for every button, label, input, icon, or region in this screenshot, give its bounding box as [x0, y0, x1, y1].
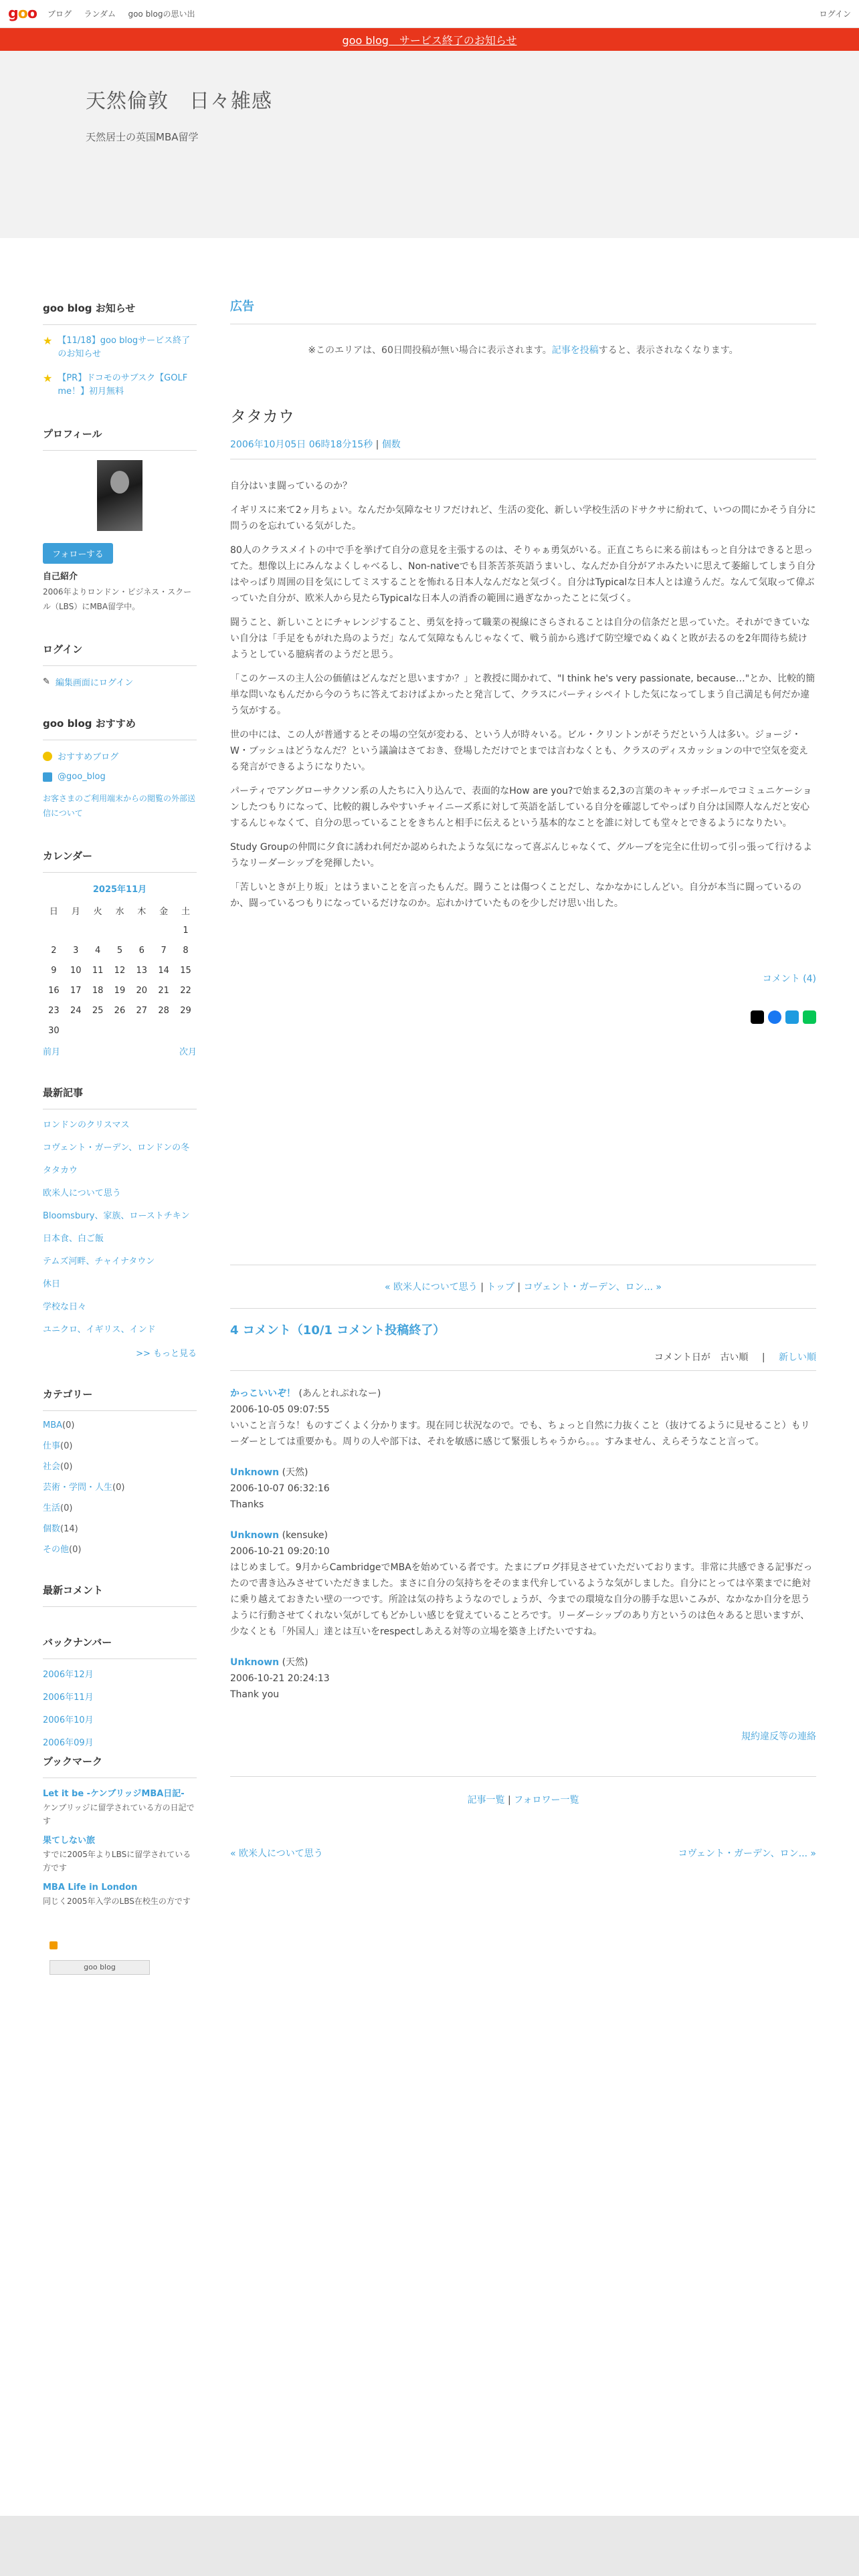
calendar-day	[65, 920, 87, 940]
calendar-day: 12	[114, 965, 126, 976]
comment-author-sub: (天然)	[282, 1657, 308, 1668]
category-count: (0)	[112, 1483, 125, 1493]
calendar-day: 4	[94, 945, 101, 956]
sidebar-recent-comments-heading: 最新コメント	[43, 1572, 197, 1607]
comment-author[interactable]: Unknown	[230, 1657, 280, 1668]
blog-title[interactable]: 天然倫敦 日々雑感	[86, 90, 272, 113]
entry-paragraph: 「このケースの主人公の価値はどんなだと思いますか？」と教授に聞かれて、"I think he's very passionate, because…"とか、比較的簡単な問いなもんだから今のうちに答えておけばよかったと発言して、クラスにパーティシペイトした気になってしまう自己満足も何だか違う気がする。	[230, 673, 816, 716]
recommend-blogs-link[interactable]: おすすめブログ	[58, 752, 119, 762]
calendar-month: 2025年11月	[92, 885, 147, 895]
sidebar-category	[43, 1376, 197, 1555]
sidebar-backnumber-heading: バックナンバー	[43, 1624, 197, 1659]
recent-more-link[interactable]: >> もっと見る	[136, 1349, 197, 1359]
recent-item[interactable]: 欧米人について思う	[43, 1188, 121, 1198]
entry-meta-sep: |	[375, 439, 379, 450]
calendar-table	[43, 900, 197, 1041]
calendar-day	[43, 920, 65, 940]
sidebar-category-heading: カテゴリー	[43, 1376, 197, 1411]
calendar-day: 17	[70, 985, 82, 996]
ad-notice-text-after: すると、表示されなくなります。	[598, 345, 739, 356]
comment-order-label: コメント日が	[654, 1352, 710, 1363]
category-item[interactable]	[43, 1420, 197, 1430]
hatena-share-icon[interactable]	[785, 1010, 799, 1024]
entry-category-link[interactable]: 個数	[381, 439, 401, 450]
facebook-share-icon[interactable]	[768, 1010, 781, 1024]
blog-description: 天然居士の英国MBA留学	[86, 131, 199, 143]
calendar-day: 26	[114, 1005, 126, 1016]
calendar-day: 3	[73, 945, 79, 956]
calendar-day	[87, 1021, 109, 1041]
entry-paragraph: イギリスに来て2ヶ月ちょい。なんだか気障なセリフだけれど、生活の変化、新しい学校生活のドサクサに紛れて、いつの間にかそう自分に問うのを忘れている気がした。	[230, 505, 816, 532]
sidebar-bookmark-heading: ブックマーク	[43, 1743, 197, 1778]
comment-date: 2006-10-07 06:32:16	[230, 1483, 330, 1494]
recent-item[interactable]: 学校な日々	[43, 1302, 87, 1312]
follow-button[interactable]: フォローする	[43, 543, 113, 564]
entry-paragraph: パーティでアングローサクソン系の人たちに入り込んで、表面的なHow are you?で始まる2,3の言葉のキャッチボールでコミュニケーションしたつもりになって、比較的親しみやすいチャイニーズ系に対して英語を話している自分を確認してやっぱり自分は国際人なんだと安心するんじゃなくて、自分の思っていることをきちんと相手に伝えるという基本的なことを誰に対しても堂々とできるようになりたい。	[230, 786, 812, 829]
comments-heading: 4 コメント（10/1 コメント投稿終了）	[230, 1323, 446, 1337]
follower-list-link[interactable]: フォロワー一覧	[514, 1795, 579, 1806]
sidebar-recent-comments	[43, 1572, 197, 1607]
post-article-link[interactable]: 記事を投稿	[551, 345, 599, 356]
blog-header	[0, 51, 859, 238]
sidebar-calendar	[43, 838, 197, 1057]
lightbulb-icon	[43, 752, 52, 761]
calendar-day: 27	[136, 1005, 148, 1016]
calendar-day: 24	[70, 1005, 82, 1016]
calendar-week	[43, 960, 197, 980]
bookmark-title[interactable]: MBA Life in London	[43, 1883, 138, 1893]
entry-paragraph: 「苦しいときが上り坂」とはうまいことを言ったもんだ。闘うことは傷つくことだし、なかなかにしんどい。自分が本当に闘っているのか、闘っているつもりになっているだけなのか。忘れかけていたものを少しだけ思い出した。	[230, 882, 801, 909]
calendar-week	[43, 940, 197, 960]
backnumber-item[interactable]: 2006年10月	[43, 1715, 94, 1725]
calendar-day	[87, 920, 109, 940]
recent-item[interactable]: Bloomsbury、家族、ローストチキン	[43, 1211, 190, 1221]
comment-author-sub: (あんとれぷれなー)	[298, 1388, 381, 1399]
recent-item[interactable]: ユニクロ、イギリス、インド	[43, 1325, 156, 1335]
main-content	[230, 267, 816, 1860]
comment-count-link[interactable]: コメント (4)	[762, 974, 816, 984]
calendar-day: 16	[48, 985, 60, 996]
star-icon: ★	[43, 372, 53, 385]
category-name[interactable]: 社会	[43, 1462, 61, 1472]
bookmark-desc: すでに2005年よりLBSに留学されている方です	[43, 1850, 191, 1872]
calendar-day: 7	[161, 945, 167, 956]
calendar-day	[109, 1021, 131, 1041]
calendar-weekday: 木	[137, 906, 147, 917]
calendar-day: 8	[183, 945, 189, 956]
category-item[interactable]	[43, 1501, 197, 1513]
prev-entry-link[interactable]: « 欧米人について思う	[385, 1282, 478, 1293]
recommend-item[interactable]	[43, 772, 197, 782]
entry-title[interactable]: タタカウ	[230, 407, 294, 426]
calendar-day	[153, 1021, 175, 1041]
news-item-link[interactable]: 【PR】ドコモのサブスク【GOLF me！】初月無料	[58, 373, 188, 397]
category-name[interactable]: 芸術・学問・人生	[43, 1483, 113, 1493]
calendar-day: 14	[158, 965, 169, 976]
top-links	[47, 8, 204, 19]
calendar-day: 9	[51, 965, 57, 976]
external-transmission-link[interactable]: お客さまのご利用端末からの閲覧の外部送信について	[43, 794, 196, 818]
calendar-day: 11	[92, 965, 104, 976]
entry-paragraph: 闘うこと、新しいことにチャレンジすること、勇気を持って職業の視線にさらされることは自分の信条だと思っていた。それができていない自分は「手足をもがれた鳥のようだ」なんて気障なもんじゃなくて、戦う前から逃げて防空壕でぬくぬくと敗が去るのを2年間待ち続けようとしている臆病者のようだと思う。	[230, 617, 810, 660]
bookmark-desc: ケンブリッジに留学されている方の日記です	[43, 1803, 195, 1826]
entry-body	[230, 478, 816, 911]
sidebar	[43, 267, 197, 1992]
calendar-weekday-row	[43, 900, 197, 920]
comment-item	[230, 1527, 816, 1640]
calendar-day	[153, 920, 175, 940]
comment-author[interactable]: Unknown	[230, 1467, 280, 1478]
calendar-day: 21	[158, 985, 169, 996]
entry-paragraph: 世の中には、この人が普通するとその場の空気が変わる、という人が時々いる。ビル・クリントンがそうだという人は多い。ジョージ・W・ブッシュはどうなんだ？という議論はさておき、登場しただけでとまでは言わなくとも、クラスのディスカッションの中で空気を変える発言ができるようになりたい。	[230, 730, 809, 772]
self-intro-text: 2006年よりロンドン・ビジネス・スクール（LBS）にMBA留学中。	[43, 587, 192, 611]
calendar-day: 5	[116, 945, 123, 956]
category-item[interactable]	[43, 1459, 197, 1472]
recent-item[interactable]: 休日	[43, 1279, 61, 1289]
calendar-day: 19	[114, 985, 126, 996]
top-link-random[interactable]: ランダム	[84, 9, 116, 19]
recommend-item[interactable]	[43, 750, 197, 762]
top-login-link[interactable]: ログイン	[819, 9, 851, 19]
news-item[interactable]	[43, 334, 197, 361]
calendar-day: 25	[92, 1005, 104, 1016]
goo-blog-badge[interactable]: goo blog	[50, 1960, 150, 1975]
edit-login-link[interactable]: 編集画面にログイン	[55, 678, 134, 688]
comment-order-new[interactable]: 新しい順	[779, 1352, 816, 1363]
sidebar-bookmark	[43, 1743, 197, 1975]
entry-paragraph: 自分はいま闘っているのか？	[230, 481, 352, 492]
top-link-blog[interactable]: ブログ	[47, 9, 72, 19]
category-name[interactable]: その他	[43, 1545, 70, 1555]
calendar-day: 2	[51, 945, 57, 956]
entry-meta	[230, 437, 816, 459]
report-violation-link[interactable]: 規約違反等の連絡	[741, 1731, 816, 1742]
calendar-week	[43, 920, 197, 940]
sidebar-login	[43, 631, 197, 688]
bottom-next-entry-link[interactable]: コヴェント・ガーデン、ロン... »	[678, 1848, 816, 1859]
comment-author-sub: (kensuke)	[282, 1530, 328, 1541]
goo-blog-twitter-link[interactable]: @goo_blog	[58, 772, 106, 782]
recent-list	[43, 1119, 197, 1337]
category-count: (0)	[60, 1441, 73, 1451]
comment-text: Thanks	[230, 1499, 264, 1510]
backnumber-item[interactable]: 2006年11月	[43, 1693, 94, 1703]
bookmark-title[interactable]: 果てしない旅	[43, 1836, 96, 1846]
category-item[interactable]	[43, 1438, 197, 1451]
comment-author-sub: (天然)	[282, 1467, 308, 1478]
recent-item[interactable]: コヴェント・ガーデン、ロンドンの冬	[43, 1143, 190, 1153]
category-count: (0)	[60, 1462, 73, 1472]
category-count: (14)	[60, 1524, 78, 1534]
calendar-week	[43, 1021, 197, 1041]
calendar-day: 6	[138, 945, 145, 956]
sidebar-login-heading: ログイン	[43, 631, 197, 666]
share-buttons	[230, 1010, 816, 1024]
ad-notice-text: ※このエリアは、60日間投稿が無い場合に表示されます。	[308, 345, 552, 356]
service-end-notice	[0, 28, 859, 51]
calendar-day: 29	[180, 1005, 191, 1016]
comment-date: 2006-10-21 20:24:13	[230, 1673, 330, 1684]
recent-item[interactable]: 日本食、白ご飯	[43, 1234, 104, 1244]
star-icon: ★	[43, 334, 53, 347]
category-name[interactable]: 仕事	[43, 1441, 61, 1451]
calendar-weekday: 日	[49, 906, 58, 917]
calendar-weekday: 月	[71, 906, 80, 917]
list-links	[230, 1776, 816, 1806]
page-footer	[0, 2516, 859, 2576]
line-share-icon[interactable]	[803, 1010, 816, 1024]
calendar-weekday: 土	[181, 906, 191, 917]
calendar-day: 10	[70, 965, 82, 976]
category-name[interactable]: 個数	[43, 1524, 61, 1534]
calendar-day	[130, 1021, 153, 1041]
calendar-day: 15	[180, 965, 191, 976]
twitter-icon	[43, 772, 52, 782]
sidebar-profile-heading: プロフィール	[43, 416, 197, 451]
category-item[interactable]	[43, 1521, 197, 1534]
news-item-link[interactable]: 【11/18】goo blogサービス終了のお知らせ	[58, 336, 191, 359]
ad-heading: 広告	[230, 282, 816, 324]
next-entry-link[interactable]: コヴェント・ガーデン、ロン... »	[523, 1282, 662, 1293]
calendar-day: 30	[48, 1025, 60, 1036]
profile-photo	[97, 460, 142, 531]
entry-navigation: « 欧米人について思う | トップ | コヴェント・ガーデン、ロン... »	[230, 1265, 816, 1309]
bottom-prev-entry-link[interactable]: « 欧米人について思う	[230, 1848, 323, 1859]
calendar-prev-link[interactable]: 前月	[43, 1047, 61, 1057]
entry-paragraph: Study Groupの仲間に夕食に誘われ何だか認められたような気になって喜ぶんじゃなくて、グループを完全に仕切って引っ張って行けるようなリーダーシップを発揮したい。	[230, 842, 813, 869]
sidebar-recommend-heading: goo blog おすすめ	[43, 706, 197, 740]
sidebar-news	[43, 267, 197, 399]
recent-item[interactable]: ロンドンのクリスマス	[43, 1120, 130, 1130]
comment-text: Thank you	[230, 1689, 280, 1700]
calendar-day: 22	[180, 985, 191, 996]
sidebar-recent	[43, 1075, 197, 1359]
top-bar	[0, 0, 859, 28]
sidebar-recommend	[43, 706, 197, 821]
ad-notice	[230, 343, 816, 356]
sidebar-calendar-heading: カレンダー	[43, 838, 197, 873]
entry-date: 2006年10月05日 06時18分15秒	[230, 439, 373, 450]
calendar-weekday: 火	[93, 906, 102, 917]
calendar-week	[43, 980, 197, 1000]
calendar-weekday: 金	[159, 906, 169, 917]
calendar-week	[43, 1000, 197, 1021]
comment-item	[230, 1654, 816, 1703]
rss-icon[interactable]	[50, 1941, 58, 1949]
calendar-next-link[interactable]: 次月	[179, 1047, 197, 1057]
category-name[interactable]: 生活	[43, 1503, 61, 1513]
calendar-day: 18	[92, 985, 104, 996]
article-list-link[interactable]: 記事一覧	[467, 1795, 505, 1806]
comment-date: 2006-10-05 09:07:55	[230, 1404, 330, 1415]
calendar-day	[65, 1021, 87, 1041]
comment-item	[230, 1386, 816, 1450]
x-share-icon[interactable]	[751, 1010, 764, 1024]
bottom-navigation	[230, 1846, 816, 1860]
entry-paragraph: 80人のクラスメイトの中で手を挙げて自分の意見を主張するのは、そりゃぁ勇気がいる。正直こちらに来る前はもっと自分はできると思ってた。想像以上にみんなよくしゃべるし、Non-nativeでも目茶苦茶英語うまいし、なんだか自分がアホみたいに思えて萎縮してしまう自分はやっぱり周囲の目を気にしてミスすることを怖れる日本人なんだなと気づく。自分はTypicalな日本人とは違うんだ。なんて気取って偉ぶっていた自分が、欧米人から見たらTypicalな日本人の消香の範囲に過ぎなかったことに気づく。	[230, 545, 816, 604]
list-links-sep: |	[507, 1795, 511, 1806]
category-count: (0)	[60, 1503, 73, 1513]
category-name[interactable]: MBA	[43, 1420, 63, 1430]
calendar-day: 13	[136, 965, 148, 976]
category-count: (0)	[69, 1545, 82, 1555]
calendar-nav	[43, 1045, 197, 1057]
service-end-notice-link[interactable]: goo blog サービス終了のお知らせ	[342, 33, 517, 47]
calendar-day	[109, 920, 131, 940]
recent-item[interactable]: タタカウ	[43, 1166, 78, 1176]
top-link-memories[interactable]: goo blogの思い出	[128, 9, 195, 19]
top-link[interactable]: トップ	[486, 1282, 514, 1293]
calendar-day	[175, 1021, 197, 1041]
pencil-icon: ✎	[43, 677, 50, 687]
goo-logo[interactable]: goo	[8, 5, 37, 22]
category-item[interactable]	[43, 1480, 197, 1493]
calendar-day: 28	[158, 1005, 169, 1016]
calendar-weekday: 水	[115, 906, 124, 917]
category-item[interactable]	[43, 1542, 197, 1555]
bookmark-desc: 同じく2005年入学のLBS在校生の方です	[43, 1897, 191, 1906]
bookmark-title[interactable]: Let it be -ケンブリッジMBA日記-	[43, 1789, 185, 1799]
backnumber-item[interactable]: 2006年09月	[43, 1738, 94, 1748]
category-count: (0)	[62, 1420, 75, 1430]
calendar-day	[130, 920, 153, 940]
calendar-day: 23	[48, 1005, 60, 1016]
sidebar-profile	[43, 416, 197, 614]
comment-order: コメント日が 古い順 | 新しい順	[230, 1350, 816, 1371]
comment-order-old[interactable]: 古い順	[720, 1352, 749, 1363]
backnumber-item[interactable]: 2006年12月	[43, 1670, 94, 1680]
recent-item[interactable]: テムズ河畔、チャイナタウン	[43, 1257, 155, 1267]
comment-item	[230, 1465, 816, 1513]
login-item[interactable]	[43, 675, 197, 688]
backnumber-list[interactable]	[43, 1669, 197, 1748]
sidebar-backnumber	[43, 1624, 197, 1748]
calendar-day: 20	[136, 985, 148, 996]
calendar-day: 1	[183, 925, 189, 936]
comment-date: 2006-10-21 09:20:10	[230, 1546, 330, 1557]
self-intro-heading: 自己紹介	[43, 572, 78, 582]
comment-author[interactable]: かっこいいぞ！	[230, 1388, 296, 1399]
sidebar-news-heading: goo blog お知らせ	[43, 267, 197, 325]
comment-text: はじめまして。9月からCambridgeでMBAを始めている者です。たまにブログ拝見させていただいております。非常に共感できる記事だったので書き込みさせていただきました。まさに自分の気持ちをそのまま代弁しているような気がしました。自分にとっては卒業までに絶対に乗り越えておきたい壁の一つです。所詮は気の持ちようなのでしょうが、今までの環境な自分の勝手な思いこみが、なかなか自分を思うように行動させてくれない気がしてもどかしい感じを覚えていることろです。リーダーシップのあり方というのは色々あると思いますが、少なくとも「外国人」達とは互いをrespectしあえる対等の立場を築き上げたいですね。	[230, 1562, 813, 1637]
sidebar-recent-heading: 最新記事	[43, 1075, 197, 1109]
comment-text: いいこと言うな！ものすごくよく分かります。現在同じ状況なので。でも、ちょっと自然に力抜くこと（抜けてるように見せること）もリーダーとしては重要かも。周りの人や部下は、それを敏感に感じて緊張しちゃうから。。。すみません、えらそうなこと言って。	[230, 1420, 810, 1447]
comment-author[interactable]: Unknown	[230, 1530, 280, 1541]
news-item[interactable]	[43, 372, 197, 399]
